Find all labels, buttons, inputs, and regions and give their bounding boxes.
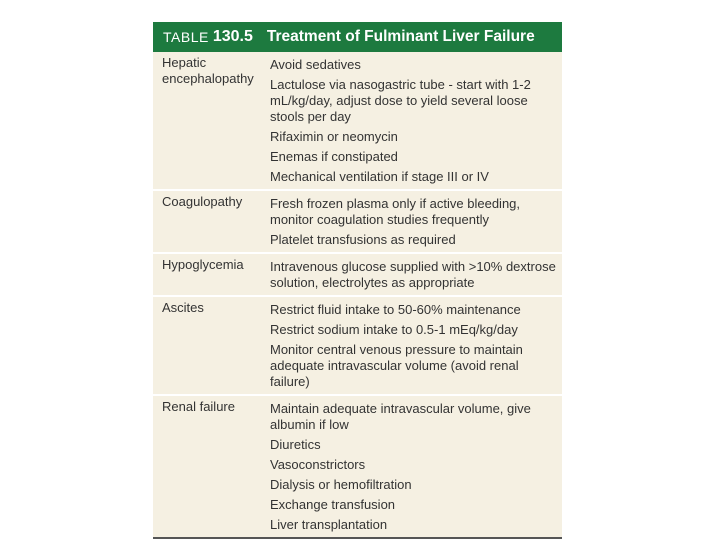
condition-cell: Renal failure (162, 399, 235, 414)
treatment-item: Maintain adequate intravascular volume, give albumin if low (270, 401, 531, 432)
condition-cell: Ascites (162, 300, 204, 315)
treatment-item: Exchange transfusion (270, 497, 396, 512)
table-number: 130.5 (212, 28, 253, 45)
treatment-item: Monitor central venous pressure to maintain adequate intravascular volume (avoid renal failure) (270, 342, 523, 389)
condition-cell: Hypoglycemia (162, 257, 244, 272)
table-row (153, 189, 562, 252)
treatment-item: Vasoconstrictors (270, 457, 366, 472)
table-row (153, 394, 562, 537)
treatment-item: Restrict sodium intake to 0.5-1 mEq/kg/day (270, 322, 518, 337)
condition-cell: Hepatic encephalopathy (162, 55, 254, 86)
treatment-item: Platelet transfusions as required (270, 232, 456, 247)
treatment-item: Intravenous glucose supplied with >10% dextrose solution, electrolytes as appropriate (270, 259, 556, 290)
table-row (153, 252, 562, 295)
table-label: TABLE (163, 29, 209, 45)
treatments-cell (270, 55, 562, 187)
treatment-item: Diuretics (270, 437, 321, 452)
treatment-item: Enemas if constipated (270, 149, 398, 164)
treatments-cell (270, 257, 562, 293)
treatment-item: Rifaximin or neomycin (270, 129, 398, 144)
table-title: Treatment of Fulminant Liver Failure (266, 28, 535, 45)
treatment-item: Lactulose via nasogastric tube - start with 1-2 mL/kg/day, adjust dose to yield several loose stools per day (270, 77, 531, 124)
table-row (153, 295, 562, 394)
treatment-item: Mechanical ventilation if stage III or IV (270, 169, 489, 184)
treatment-item: Dialysis or hemofiltration (270, 477, 412, 492)
condition-cell: Coagulopathy (162, 194, 243, 209)
treatment-item: Liver transplantation (270, 517, 388, 532)
treatment-table (153, 22, 562, 539)
treatment-item: Restrict fluid intake to 50-60% maintenance (270, 302, 521, 317)
table-header (153, 22, 562, 52)
table-row (153, 52, 562, 189)
treatment-item: Fresh frozen plasma only if active bleeding, monitor coagulation studies frequently (270, 196, 521, 227)
treatments-cell (270, 194, 562, 250)
treatments-cell (270, 399, 562, 535)
treatments-cell (270, 300, 562, 392)
treatment-item: Avoid sedatives (270, 57, 361, 72)
